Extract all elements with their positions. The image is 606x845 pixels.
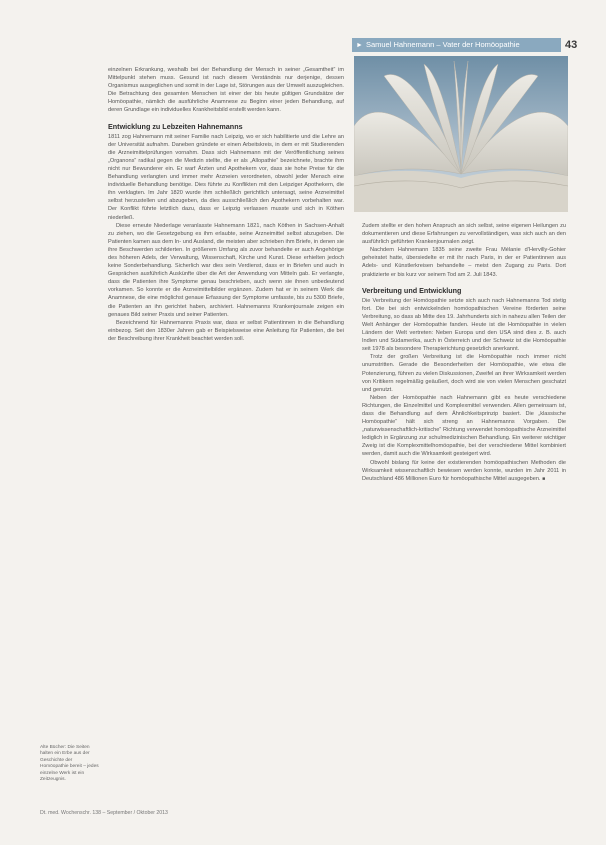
left-text-column (108, 66, 344, 343)
body-paragraph: 1811 zog Hahnemann mit seiner Familie nach Leipzig, wo er sich habilitierte und die Lehre an der Universität aufnahm. Daneben gründete er einen Arbeitskreis, in dem er mit Studierenden die Arzneimittelprüfungen vornahm. Dass sich Hahnemann mit der Veröffentlichung seines „Organons“ radikal gegen die Medizin stellte, die er als „Allopathie“ bezeichnete, brachte ihm nicht nur Bewunderer ein. Er warf Ärzten und Apothekern vor, dass sie hohe Preise für die Behandlung verlangten und immer mehr Arzneien verordneten, obwohl jeder Mensch eine individuelle Behandlung benötige. Dies führte zu Konflikten mit den Leipziger Apothekern, die ihn verklagten. Im Jahr 1820 wurde ihm schließlich gerichtlich untersagt, seine Arzneimittel selbst herzustellen und abzugeben, da dies ausschließlich den Apothekern vorbehalten war. Der Konflikt führte letztlich dazu, dass er Leipzig verlassen musste und sich in Köthen niederließ. (108, 133, 344, 221)
body-paragraph: Diese erneute Niederlage veranlasste Hahnemann 1821, nach Köthen in Sachsen-Anhalt zu ziehen, wo die Gesetzgebung es ihm erlaubte, seine Arzneimittel selbst abzugeben. Die Patienten kamen aus dem In- und Ausland, die meisten aber schrieben ihm Briefe, in denen sie ihre Beschwerden schilderten. In größerem Umfang als zuvor behandelte er auch Angehörige des höheren Adels, der Verwaltung, Wissenschaft, Kirche und Kunst. Diese erhielten jedoch keine Sonderbehandlung. Sicherlich war dies sein Verdienst, dass er in Briefen und auch in Gesprächen ausführlich Auskünfte über die Art der Anwendung von Mitteln gab. Er verlangte, dass die Patienten ihre Symptome genau beschrieben, auch wenn sie ihnen unbedeutend vorkamen. So konnte er die Arzneimittelbilder ergänzen. Zudem hat er in seinem Werk die Anamnese, die eine möglichst genaue Erfassung der Symptome umfasste, bis zu 5300 Briefe, die Patienten an ihn gerichtet haben, archiviert. Hahnemanns Krankenjournale zeigen ein genaues Bild seiner Praxis und seiner Patienten. (108, 222, 344, 318)
right-text-column (362, 222, 566, 483)
intro-paragraph: einzelnen Erkrankung, weshalb bei der Behandlung der Mensch in seiner „Gesamtheit“ im Mittelpunkt stehen muss. Gesund ist nach diesem Verständnis nur derjenige, dessen Organismus ausgeglichen und somit in der Lage ist, Störungen aus der Umwelt auszugleichen. Die Betrachtung des gesamten Menschen ist einer der bis heute gültigen Grundsätze der Homöopathie, nämlich die ausführliche Anamnese zu Beginn einer jeden Behandlung, auf deren Grundlage ein individuelles Krankheitsbild erstellt werden kann. (108, 67, 344, 114)
page-number: 43 (565, 39, 578, 51)
open-book-image (354, 56, 568, 212)
body-paragraph: Trotz der großen Verbreitung ist die Homöopathie noch immer nicht unumstritten. Gerade die Besonderheiten der Homöopathie, wie etwa die Potenzierung, führen zu vielen Diskussionen, Zweifel an ihrer Wirksamkeit werden von Kritikern regelmäßig geäußert, doch wird sie von vielen Menschen geschatzt und genutzt. (362, 354, 566, 393)
arrow-icon: ► (356, 42, 363, 49)
body-paragraph (362, 459, 566, 483)
section-heading: Verbreitung und Entwicklung (362, 285, 462, 295)
end-mark-icon: ■ (542, 475, 546, 482)
running-header-title: Samuel Hahnemann – Vater der Homöopathie (365, 40, 520, 49)
page-footer: Dt. med. Wochenschr. 138 – September / Oktober 2013 (40, 810, 168, 816)
running-header (356, 39, 520, 52)
body-paragraph: Neben der Homöopathie nach Hahnemann gibt es heute verschiedene Richtungen, die Einzelmittel und Komplexmittel verwenden. Allen gemeinsam ist, dass die Behandlung auf dem Ähnlichkeitsprinzip basiert. Die „klassische Homöopathie“ hält sich streng an Hahnemanns Vorgaben. Die „naturwissenschaftlich-kritische“ Richtung verwendet homöopathische Arzneimittel lediglich in Ergänzung zur schulmedizinischen Behandlung. Ein weiterer wichtiger Zweig ist die Komplexmittelhomöopathie, bei der verschiedene Mittel kombiniert werden, damit auch die Wirksamkeit gesteigert wird. (362, 394, 566, 458)
body-paragraph: Bezeichnend für Hahnemanns Praxis war, dass er selbst Patientinnen in die Behandlung einbezog. Seit den 1830er Jahren gab er Beispielsweise eine Anleitung für Patienten, die bei der Beschreibung ihrer Krankheit beachtet werden soll. (108, 319, 344, 342)
section-heading: Entwicklung zu Lebzeiten Hahnemanns (108, 121, 243, 131)
body-paragraph: Die Verbreitung der Homöopathie setzte sich auch nach Hahnemanns Tod stetig fort. Die bei sich entwickelnden homöopathischen Vereine förderten seine Verbreitung, so dass ab Mitte des 19. Jahrhunderts sich in nahezu allen Teilen der Welt Anhänger der Homöopathie fanden. Heute ist die Homöopathie in vielen Ländern der Welt vertreten: Neben Europa und den USA sind dies z. B. auch Indien und Südamerika, auch in Österreich und der Schweiz ist die Homöopathie seit 1978 als besondere Therapierichtung gesetzlich anerkannt. (362, 297, 566, 353)
body-paragraph: Nachdem Hahnemann 1835 seine zweite Frau Mélanie d’Hervilly-Gohier geheiratet hatte, übersiedelte er mit ihr nach Paris, in der er Patientinnen aus Adels- und Künstlerkreisen behandelte – meist den Zugang zu Paris. Dort praktizierte er bis kurz vor seinem Tod am 2. Juli 1843. (362, 247, 566, 278)
body-paragraph: Zudem stellte er den hohen Anspruch an sich selbst, seine eigenen Heilungen zu dokumentieren und diese Erfahrungen zu vervollständigen, was sich auch an den ausführlich geführten Krankenjournalen zeigt. (362, 223, 566, 246)
closing-paragraph-text: Obwohl bislang für keine der existierenden homöopathischen Methoden die Wirksamkeit wissenschaftlich bewiesen werden konnte, wurden im Jahr 2011 in Deutschland 486 Millionen Euro für homöopathische Mittel ausgegeben. (362, 459, 566, 482)
image-caption: Alte Bücher: Die Seiten halten ein Erbe aus der Geschichte der Homöopathie bereit – jedes einzelne Werk ist ein Zeitzeugnis. (40, 745, 99, 783)
